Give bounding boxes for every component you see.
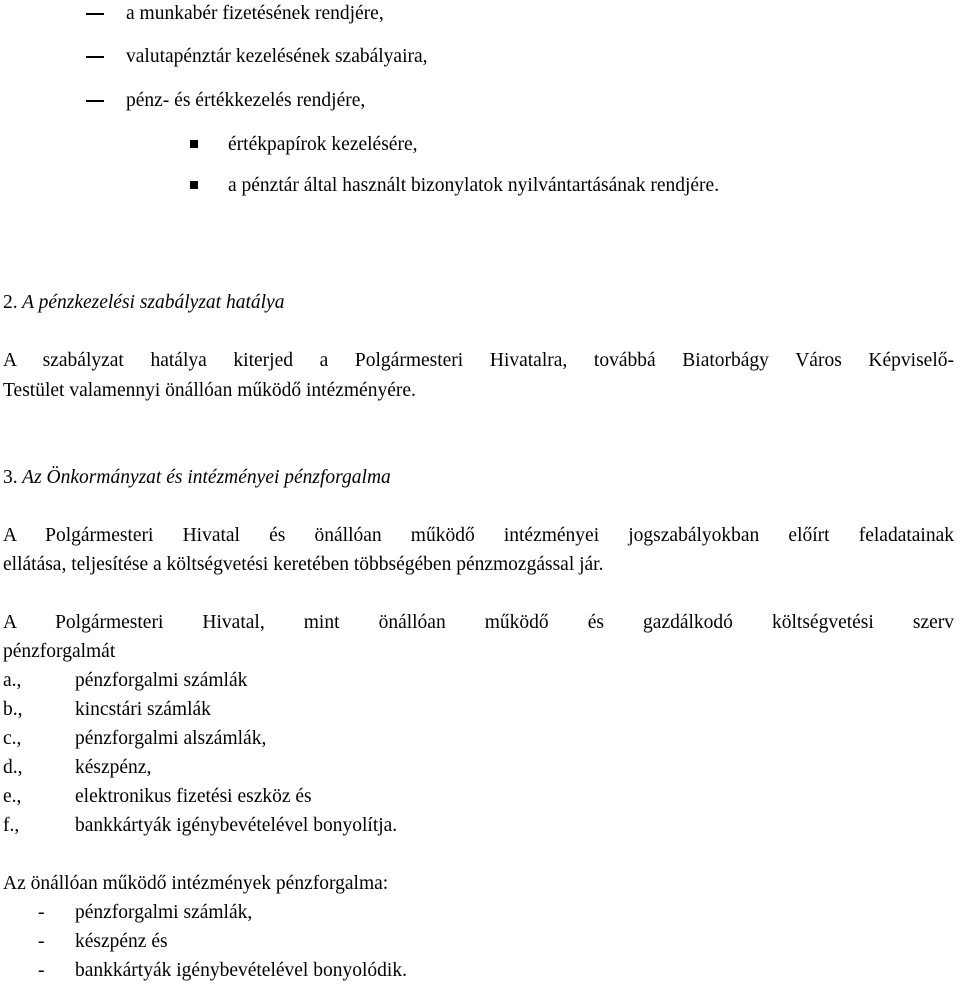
letter-list-marker: b., (3, 699, 23, 720)
section-2-body-line: Testület valamennyi önállóan működő intézményére. (3, 380, 416, 401)
section-2-body-line: A szabályzat hatálya kiterjed a Polgármesteri Hivatalra, továbbá Biatorbágy Város Képviselő- (3, 350, 954, 371)
dash-bullet-icon (86, 56, 104, 58)
dash-list-item-text: valutapénztár kezelésének szabályaira, (126, 46, 428, 67)
hyphen-bullet: - (38, 960, 45, 981)
hyphen-list-text: készpénz és (75, 931, 168, 952)
dash-bullet-icon (86, 13, 104, 15)
section-2-title: A pénzkezelési szabályzat hatálya (22, 292, 285, 313)
section-3-heading (3, 466, 391, 490)
letter-list-marker: e., (3, 786, 22, 807)
hyphen-list-text: bankkártyák igénybevételével bonyolódik. (75, 960, 407, 981)
letter-list-marker: a., (3, 670, 22, 691)
letter-list-text: készpénz, (75, 757, 152, 778)
letter-list-text: kincstári számlák (75, 699, 211, 720)
square-list-item-text: értékpapírok kezelésére, (228, 134, 418, 155)
hyphen-list-text: pénzforgalmi számlák, (75, 902, 253, 923)
section-3-paragraph-line: Az önállóan működő intézmények pénzforgalma: (3, 873, 389, 894)
hyphen-bullet: - (38, 902, 45, 923)
section-3-paragraph-line: A Polgármesteri Hivatal, mint önállóan működő és gazdálkodó költségvetési szerv (3, 612, 954, 633)
section-3-paragraph-line: pénzforgalmát (3, 641, 116, 662)
square-bullet-icon (190, 181, 198, 189)
letter-list-text: elektronikus fizetési eszköz és (75, 786, 312, 807)
section-3-paragraph-line: ellátása, teljesítése a költségvetési keretében többségében pénzmozgással jár. (3, 554, 604, 575)
dash-bullet-icon (86, 100, 104, 102)
section-2-heading (3, 291, 284, 315)
section-3-number: 3. (3, 467, 18, 488)
letter-list-marker: c., (3, 728, 22, 749)
letter-list-text: pénzforgalmi alszámlák, (75, 728, 267, 749)
section-3-paragraph-line: A Polgármesteri Hivatal és önállóan működő intézményei jogszabályokban előírt feladatainak (3, 525, 954, 546)
letter-list-text: bankkártyák igénybevételével bonyolítja. (75, 815, 398, 836)
letter-list-text: pénzforgalmi számlák (75, 670, 248, 691)
square-list-item-text: a pénztár által használt bizonylatok nyilvántartásának rendjére. (228, 175, 720, 196)
hyphen-bullet: - (38, 931, 45, 952)
square-bullet-icon (190, 140, 198, 148)
letter-list-marker: d., (3, 757, 23, 778)
letter-list-marker: f., (3, 815, 20, 836)
dash-list-item-text: a munkabér fizetésének rendjére, (126, 3, 384, 24)
section-2-number: 2. (3, 292, 18, 313)
section-3-title: Az Önkormányzat és intézményei pénzforgalma (22, 467, 391, 488)
dash-list-item-text: pénz- és értékkezelés rendjére, (126, 90, 366, 111)
